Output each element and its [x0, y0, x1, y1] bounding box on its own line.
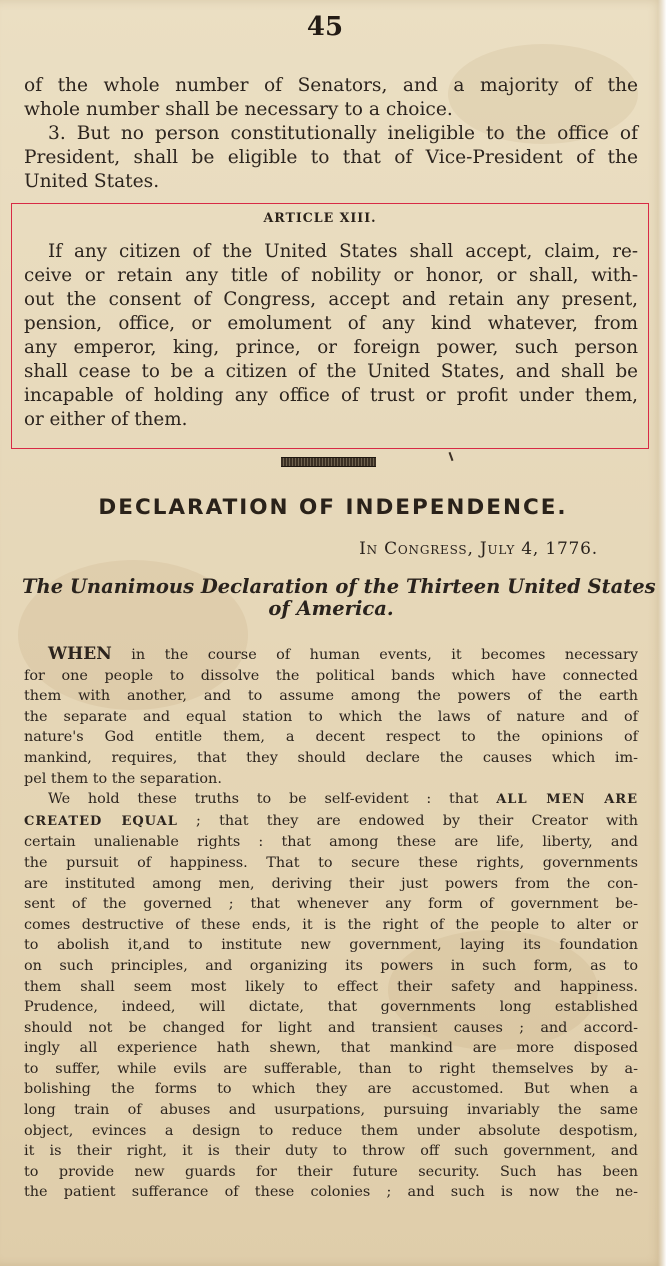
subtitle-line: of America.	[268, 597, 394, 620]
paragraph-line: Prudence, indeed, will dictate, that governments long established	[24, 999, 638, 1016]
article-heading: ARTICLE XIII.	[263, 210, 377, 225]
opening-word: WHEN	[48, 644, 112, 664]
page-number: 45	[306, 12, 344, 42]
subtitle-line: The Unanimous Declaration of the Thirteen United States	[22, 575, 656, 598]
place-date: In Congress, July 4, 1776.	[359, 539, 598, 559]
paragraph-line: bolishing the forms to which they are accustomed. But when a	[24, 1081, 638, 1098]
text-line: 3. But no person constitutionally ineligible to the office of	[48, 123, 638, 144]
paragraph-line: for one people to dissolve the political bands which have connected	[24, 667, 638, 684]
declaration-subtitle	[22, 575, 656, 620]
emphasized-phrase: CREATED EQUAL	[24, 813, 178, 829]
paragraph-line: it is their right, it is their duty to throw off such government, and	[24, 1143, 638, 1160]
article-line: pension, office, or emolument of any kind whatever, from	[24, 313, 638, 334]
paragraph-line: on such principles, and organizing its powers in such form, as to	[24, 957, 638, 974]
paragraph-line: to suffer, while evils are sufferable, than to right themselves by a-	[24, 1060, 638, 1077]
paragraph-line: should not be changed for light and transient causes ; and accord-	[24, 1019, 638, 1036]
declaration-body	[24, 644, 638, 1203]
article-line: incapable of holding any office of trust or profit under them,	[24, 385, 638, 406]
decorative-divider	[281, 457, 376, 467]
text-line: whole number shall be necessary to a choice.	[24, 99, 453, 120]
created-equal-line-text: ; that they are endowed by their Creator with	[177, 812, 638, 829]
paragraph-line: to provide new guards for their future security. Such has been	[24, 1163, 638, 1180]
article-line: If any citizen of the United States shall accept, claim, re-	[48, 241, 638, 262]
paragraph-line: ingly all experience hath shewn, that mankind are more disposed	[24, 1040, 638, 1057]
emphasized-phrase: ALL MEN ARE	[496, 792, 638, 808]
truths-line-text: We hold these truths to be self-evident : that	[48, 791, 479, 808]
paragraph-line	[24, 644, 638, 666]
constitution-continuation	[24, 74, 638, 194]
paragraph-line: the pursuit of happiness. That to secure these rights, governments	[24, 854, 638, 871]
paragraph-line: sent of the governed ; that whenever any form of government be-	[24, 896, 638, 913]
printer-mark	[449, 452, 454, 461]
text-line: President, shall be eligible to that of Vice-President of the	[24, 147, 638, 168]
article-line: any emperor, king, prince, or foreign power, such person	[24, 337, 638, 358]
paragraph-line: to abolish it,and to institute new government, laying its foundation	[24, 937, 638, 954]
paragraph-line: mankind, requires, that they should declare the causes which im-	[24, 749, 638, 766]
paragraph-line: pel them to the separation.	[24, 770, 222, 787]
paragraph-line	[24, 789, 638, 811]
article-line: ceive or retain any title of nobility or honor, or shall, with-	[24, 265, 638, 286]
paragraph-line: certain unalienable rights : that among these are life, liberty, and	[24, 834, 638, 851]
declaration-title: DECLARATION OF INDEPENDENCE.	[98, 495, 568, 520]
text-line: United States.	[24, 171, 160, 192]
paragraph-line	[24, 811, 638, 833]
article-xiii-text	[24, 240, 638, 432]
page-edge	[658, 0, 666, 1266]
paragraph-line: the separate and equal station to which the laws of nature and of	[24, 708, 638, 725]
article-line: out the consent of Congress, accept and retain any present,	[24, 289, 638, 310]
paragraph-line: them shall seem most likely to effect their safety and happiness.	[24, 978, 638, 995]
article-line: or either of them.	[24, 409, 188, 430]
paragraph-line: are instituted among men, deriving their just powers from the con-	[24, 875, 638, 892]
paragraph-line: nature's God entitle them, a decent respect to the opinions of	[24, 729, 638, 746]
paragraph-line: comes destructive of these ends, it is the right of the people to alter or	[24, 916, 638, 933]
article-line: shall cease to be a citizen of the United States, and shall be	[24, 361, 638, 382]
text-line: of the whole number of Senators, and a majority of the	[24, 75, 638, 96]
paragraph-line: them with another, and to assume among the powers of the earth	[24, 688, 638, 705]
paragraph-line: the patient sufferance of these colonies ; and such is now the ne-	[24, 1184, 638, 1201]
paragraph-line: long train of abuses and usurpations, pursuing invariably the same	[24, 1102, 638, 1119]
paragraph-line: object, evinces a design to reduce them under absolute despotism,	[24, 1122, 638, 1139]
opening-line-text: in the course of human events, it becomes necessary	[111, 647, 638, 663]
